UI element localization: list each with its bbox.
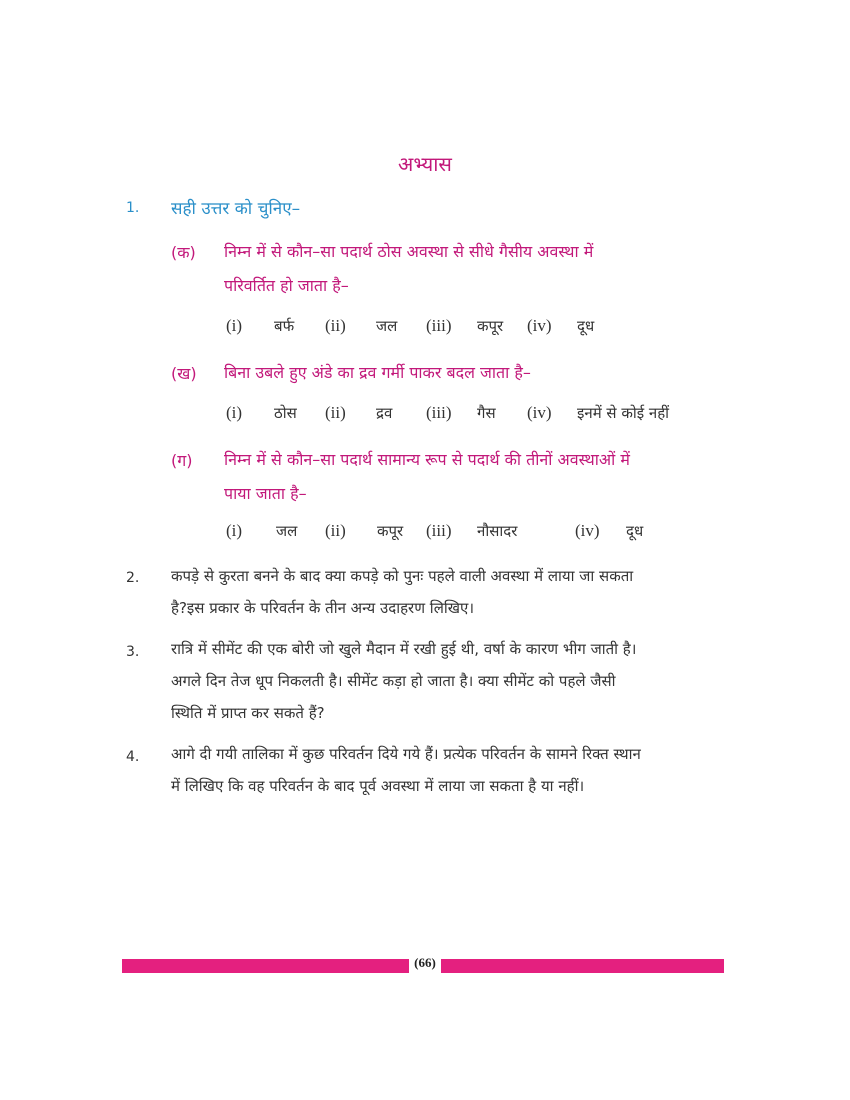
option-text: द्रव — [376, 404, 393, 422]
option-text: बर्फ — [274, 317, 295, 335]
footer-bar-left — [122, 959, 409, 973]
option-text: इनमें से कोई नहीं — [577, 404, 670, 422]
option-num: (ii) — [325, 316, 346, 335]
option-num: (iii) — [426, 403, 452, 422]
option-text: ठोस — [274, 404, 297, 422]
option-text: दूध — [626, 522, 644, 540]
part-ga-label: (ग) — [171, 451, 193, 470]
option-num: (ii) — [325, 403, 346, 422]
part-ga-options — [0, 521, 850, 545]
part-kha-label: (ख) — [171, 364, 197, 383]
option-num: (iii) — [426, 521, 452, 540]
option-num: (i) — [226, 521, 243, 540]
option-num: (iv) — [527, 403, 552, 422]
question-3-line1: रात्रि में सीमेंट की एक बोरी जो खुले मैदान में रखी हुई थी, वर्षा के कारण भीग जाती है। — [171, 640, 637, 658]
part-ka-options — [0, 316, 850, 340]
option-text: कपूर — [377, 522, 404, 540]
part-ga-line1: निम्न में से कौन–सा पदार्थ सामान्य रूप से पदार्थ की तीनों अवस्थाओं में — [224, 450, 630, 469]
option-num: (ii) — [325, 521, 346, 540]
option-text: दूध — [577, 317, 595, 335]
page-number: (66) — [414, 955, 436, 970]
option-text: गैस — [477, 404, 496, 422]
option-num: (i) — [226, 403, 243, 422]
page-title: अभ्यास — [398, 152, 452, 176]
question-number-2: 2. — [126, 570, 140, 586]
option-num: (iii) — [426, 316, 452, 335]
option-text: कपूर — [477, 317, 504, 335]
question-number-1: 1. — [126, 200, 140, 216]
option-text: नौसादर — [477, 522, 518, 540]
option-text: जल — [276, 522, 298, 540]
part-kha-line1: बिना उबले हुए अंडे का द्रव गर्मी पाकर बदल जाता है– — [224, 363, 531, 382]
part-ka-label: (क) — [171, 243, 196, 262]
question-2-line1: कपड़े से कुरता बनने के बाद क्या कपड़े को पुनः पहले वाली अवस्था में लाया जा सकता — [171, 567, 634, 585]
question-number-3: 3. — [126, 644, 140, 660]
question-4-line2: में लिखिए कि वह परिवर्तन के बाद पूर्व अवस्था में लाया जा सकता है या नहीं। — [171, 777, 585, 795]
question-3-line2: अगले दिन तेज धूप निकलती है। सीमेंट कड़ा हो जाता है। क्या सीमेंट को पहले जैसी — [171, 672, 616, 690]
footer-bar-right — [441, 959, 724, 973]
question-number-4: 4. — [126, 749, 140, 765]
option-num: (iv) — [527, 316, 552, 335]
question-1-text: सही उत्तर को चुनिए– — [171, 199, 301, 219]
question-3-line3: स्थिति में प्राप्त कर सकते हैं? — [171, 704, 325, 722]
part-ka-line1: निम्न में से कौन–सा पदार्थ ठोस अवस्था से सीधे गैसीय अवस्था में — [224, 242, 594, 261]
option-num: (i) — [226, 316, 243, 335]
part-ka-line2: परिवर्तित हो जाता है– — [224, 276, 349, 295]
part-ga-line2: पाया जाता है– — [224, 484, 307, 503]
question-4-line1: आगे दी गयी तालिका में कुछ परिवर्तन दिये गये हैं। प्रत्येक परिवर्तन के सामने रिक्त स्थान — [171, 745, 641, 763]
part-kha-options — [0, 403, 850, 427]
option-text: जल — [376, 317, 398, 335]
option-num: (iv) — [575, 521, 600, 540]
question-2-line2: है?इस प्रकार के परिवर्तन के तीन अन्य उदाहरण लिखिए। — [171, 599, 474, 617]
